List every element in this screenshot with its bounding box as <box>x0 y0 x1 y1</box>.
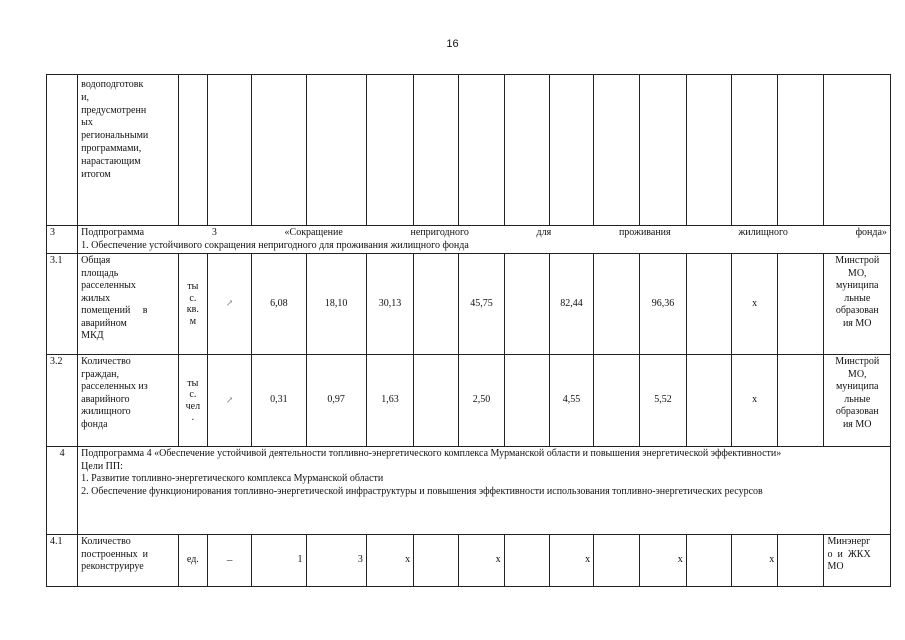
cell <box>686 75 731 226</box>
cell-value: 1,63 <box>366 355 413 447</box>
name-line: Общая <box>81 255 111 266</box>
cell-base: – <box>207 535 251 587</box>
cell-value: 0,31 <box>252 355 306 447</box>
cell-responsible <box>824 355 891 447</box>
subprogram-3-heading <box>81 227 887 240</box>
cell-value: 82,44 <box>549 254 593 355</box>
cell <box>640 75 686 226</box>
resp-line: Минстрой <box>835 255 880 266</box>
cell-value: 30,13 <box>366 254 413 355</box>
unit-line: с. <box>189 389 197 400</box>
cell-value: 18,10 <box>306 254 366 355</box>
table-row-subprogram-4 <box>47 447 891 535</box>
indicator-name <box>81 356 175 431</box>
cell-name <box>78 254 179 355</box>
cell <box>504 75 549 226</box>
name-line: итогом <box>81 168 111 180</box>
cell <box>366 75 413 226</box>
cell-num: 4 <box>47 447 78 535</box>
unit-line: чел <box>185 400 201 412</box>
cell-responsible <box>824 535 891 587</box>
cell-value <box>414 535 459 587</box>
heading-word: «Сокращение <box>284 227 343 238</box>
resp-line: образован <box>835 305 879 316</box>
unit-line: кв. <box>186 304 199 315</box>
subprogram-3-title <box>78 226 891 254</box>
table-row-subprogram-3 <box>47 226 891 254</box>
cell-value <box>504 535 549 587</box>
name-line: аварийного <box>81 393 130 405</box>
heading-word: 3 <box>211 227 217 238</box>
cell-value <box>686 535 731 587</box>
table-row-4-1 <box>47 535 891 587</box>
cell-responsible <box>824 254 891 355</box>
unit-line: м <box>189 315 197 327</box>
resp-line: льные <box>844 393 871 405</box>
heading-word: проживания <box>618 227 671 238</box>
resp-line: ия МО <box>842 317 872 329</box>
heading-word: для <box>536 227 552 238</box>
cell-value: х <box>640 535 686 587</box>
name-line: ых <box>81 117 93 129</box>
cell-value: 96,36 <box>640 254 686 355</box>
cell <box>252 75 306 226</box>
name-line: предусмотренн <box>81 104 147 116</box>
unit-line: ты <box>187 281 199 292</box>
cell-value: х <box>731 254 777 355</box>
cell <box>207 75 251 226</box>
cell-value <box>778 355 824 447</box>
subprogram-4-goal-2: 2. Обеспечение функционирования топливно-энергетической инфраструктуры и повышения эффективности использования топливно-энергетических ресурсов <box>81 485 763 497</box>
page-number: 16 <box>446 38 459 50</box>
cell-num: 3.1 <box>47 254 78 355</box>
name-line: и, <box>81 91 90 103</box>
cell-value: 4,55 <box>549 355 593 447</box>
cell-value: х <box>731 355 777 447</box>
cell-num: 3.2 <box>47 355 78 447</box>
name-line: жилых <box>81 292 111 304</box>
cell <box>549 75 593 226</box>
cell-value <box>778 535 824 587</box>
indicators-table <box>46 74 891 587</box>
table-row-3-1 <box>47 254 891 355</box>
table-row-continuation <box>47 75 891 226</box>
subprogram-3-goal: 1. Обеспечение устойчивого сокращения непригодного для проживания жилищного фонда <box>81 239 469 251</box>
resp-line: МО <box>827 561 844 572</box>
name-line: расселенных из <box>81 381 148 392</box>
unit-line: ты <box>187 377 199 389</box>
name-line: МКД <box>81 330 104 341</box>
cell-value <box>504 254 549 355</box>
cell-value: 2,50 <box>459 355 504 447</box>
table-row-3-2 <box>47 355 891 447</box>
name-line: площадь <box>81 267 119 279</box>
name-line: программами, <box>81 142 142 154</box>
cell-value: х <box>731 535 777 587</box>
cell-value <box>594 355 640 447</box>
subprogram-4-goals-label: Цели ПП: <box>81 460 123 472</box>
cell-value <box>594 254 640 355</box>
cell-value: х <box>459 535 504 587</box>
heading-word: непригодного <box>410 227 469 238</box>
cell-value: х <box>549 535 593 587</box>
unit-line: . <box>191 412 195 423</box>
cell-name <box>78 75 179 226</box>
name-line: расселенных <box>81 280 136 291</box>
cell-value <box>778 254 824 355</box>
subprogram-4-text <box>78 447 891 535</box>
name-line: региональными <box>81 130 149 142</box>
cell-name <box>78 355 179 447</box>
name-line: построенных и <box>81 548 149 560</box>
cell-value: 45,75 <box>459 254 504 355</box>
cell-value: х <box>366 535 413 587</box>
indicator-name <box>81 255 175 343</box>
name-line: граждан, <box>81 368 119 380</box>
cell-unit <box>178 254 207 355</box>
subprogram-4-title: Подпрограмма 4 «Обеспечение устойчивой деятельности топливно-энергетического комплекса Мурманской области и повышения энергетической эффективности» <box>81 448 782 459</box>
cell-value <box>414 355 459 447</box>
continued-name <box>81 76 175 181</box>
name-line: жилищного <box>81 406 131 417</box>
resp-line: муниципа <box>835 381 879 392</box>
cell-value <box>504 355 549 447</box>
heading-word: Подпрограмма <box>81 227 145 238</box>
cell-value: 5,52 <box>640 355 686 447</box>
cell-base-mark: ↗ <box>207 355 251 447</box>
resp-line: льные <box>844 292 871 304</box>
cell-value: 1 <box>252 535 306 587</box>
cell-value <box>686 355 731 447</box>
resp-line: МО, <box>847 368 867 380</box>
cell <box>414 75 459 226</box>
cell-value: 6,08 <box>252 254 306 355</box>
cell-value <box>594 535 640 587</box>
cell-value <box>686 254 731 355</box>
cell-unit: ед. <box>178 535 207 587</box>
cell-base-mark: ↗ <box>207 254 251 355</box>
resp-line: Минэнерг <box>827 536 871 547</box>
unit-line: с. <box>189 292 197 304</box>
name-line: нарастающим <box>81 155 141 167</box>
heading-word: жилищного <box>738 227 788 238</box>
cell <box>824 75 891 226</box>
resp-line: муниципа <box>835 280 879 291</box>
cell <box>778 75 824 226</box>
cell <box>731 75 777 226</box>
subprogram-4-goal-1: 1. Развитие топливно-энергетического комплекса Мурманской области <box>81 473 384 484</box>
name-line: водоподготовк <box>81 79 144 90</box>
cell <box>594 75 640 226</box>
cell-num: 4.1 <box>47 535 78 587</box>
resp-line: Минстрой <box>835 356 880 367</box>
resp-line: образован <box>835 406 879 417</box>
heading-word: фонда» <box>855 227 887 238</box>
name-line: помещений в <box>81 305 148 316</box>
cell <box>178 75 207 226</box>
cell <box>459 75 504 226</box>
cell-value <box>414 254 459 355</box>
resp-line: ия МО <box>842 418 872 430</box>
cell-name <box>78 535 179 587</box>
cell-num: 3 <box>47 226 78 254</box>
resp-line: МО, <box>847 267 867 279</box>
name-line: Количество <box>81 536 131 547</box>
name-line: аварийном <box>81 317 127 329</box>
cell-value: 3 <box>306 535 366 587</box>
name-line: фонда <box>81 418 108 430</box>
resp-line: о и ЖКХ <box>827 548 871 560</box>
cell <box>306 75 366 226</box>
name-line: реконструируе <box>81 561 144 572</box>
cell-unit <box>178 355 207 447</box>
cell-value: 0,97 <box>306 355 366 447</box>
name-line: Количество <box>81 356 131 367</box>
cell-num <box>47 75 78 226</box>
